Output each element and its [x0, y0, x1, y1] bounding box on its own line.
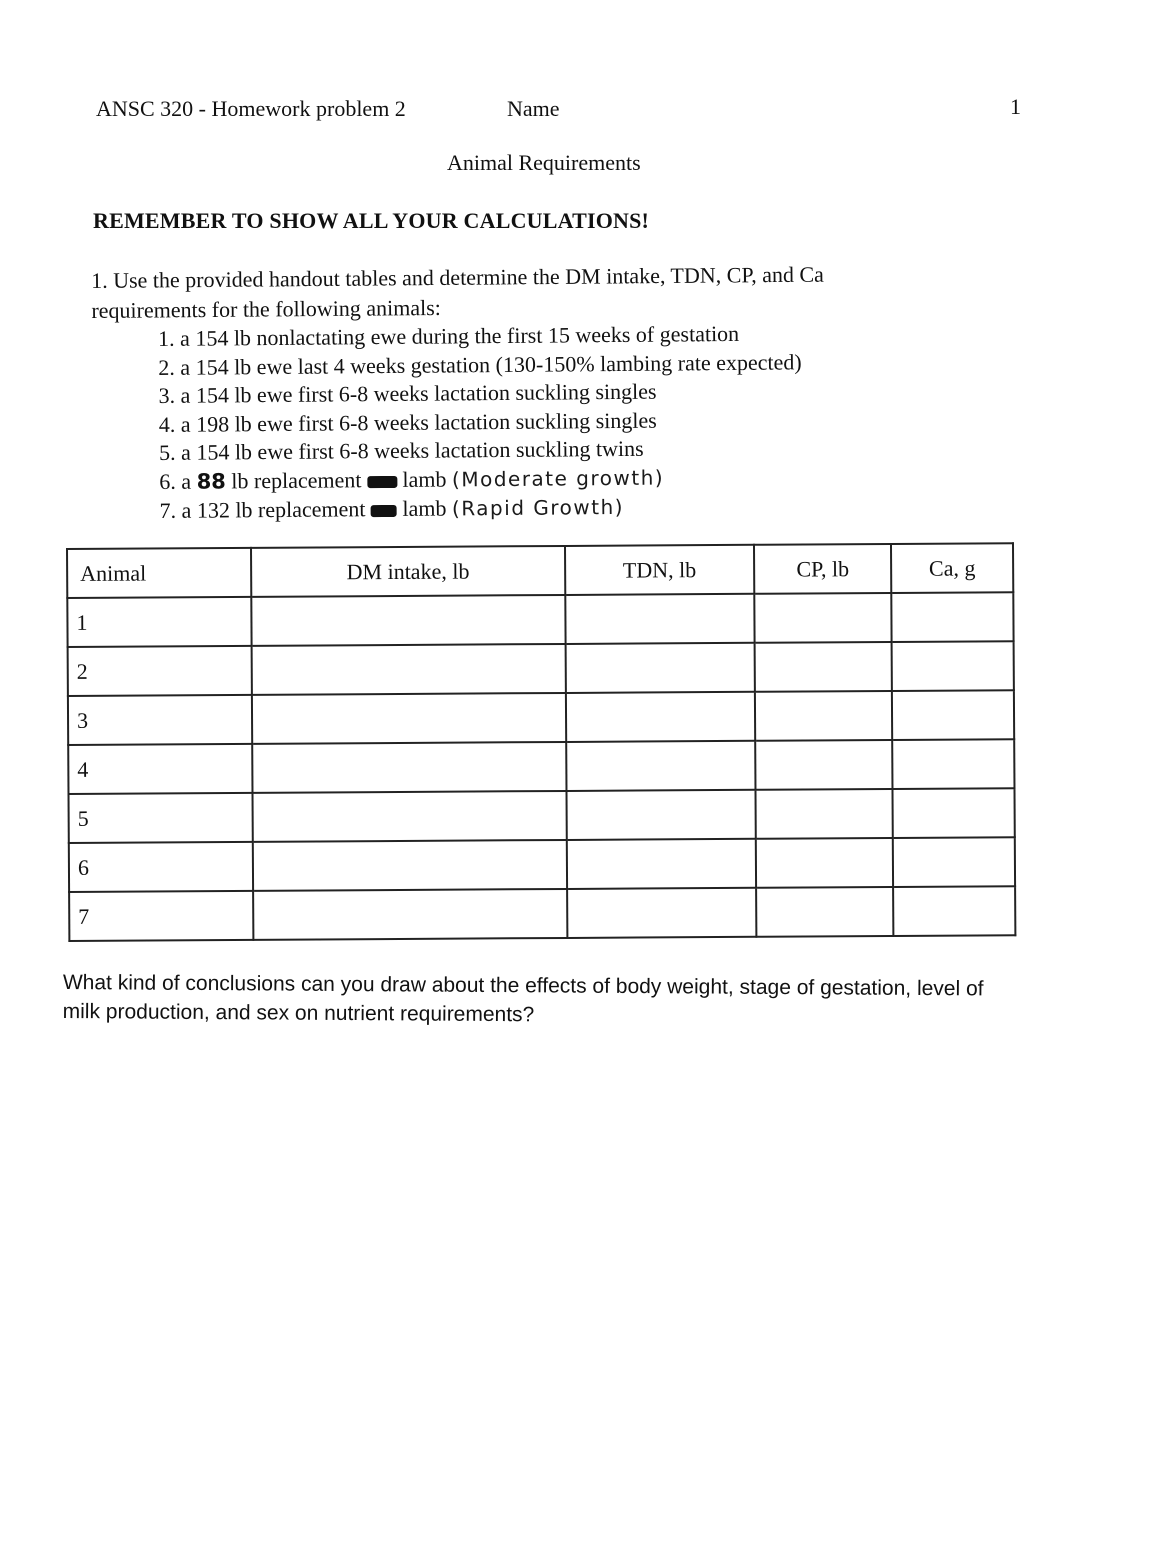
cp-cell[interactable] [755, 789, 892, 839]
ca-cell[interactable] [891, 592, 1013, 642]
animal-item-2: 2. a 154 lb ewe last 4 weeks gestation (130-150% lambing rate expected) [158, 348, 802, 380]
course-title: ANSC 320 - Homework problem 2 [96, 96, 406, 121]
redaction-mark [367, 476, 397, 488]
conclusion-question: What kind of conclusions can you draw about the effects of body weight, stage of gestation, level of milk production, and sex on nutrient requirements? [62, 970, 984, 1027]
animal-item-7-prefix: 7. a 132 lb replacement [159, 495, 366, 523]
ca-cell[interactable] [893, 837, 1015, 887]
dm-intake-cell[interactable] [252, 742, 566, 793]
row-number: 3 [68, 695, 252, 745]
animal-item-4: 4. a 198 lb ewe first 6-8 weeks lactation suckling singles [158, 407, 657, 437]
animal-item-7-suffix: lamb [402, 495, 447, 521]
animal-item-6-prefix: 6. a [159, 468, 192, 494]
dm-intake-cell[interactable] [251, 595, 565, 646]
header-ca: Ca, g [891, 543, 1013, 593]
animal-item-6-mid: lb replacement [231, 467, 362, 494]
animal-item-5: 5. a 154 lb ewe first 6-8 weeks lactation suckling twins [159, 436, 644, 466]
table-row [69, 788, 1015, 843]
ca-cell[interactable] [893, 788, 1015, 838]
dm-intake-cell[interactable] [252, 693, 566, 744]
header-animal: Animal [67, 548, 251, 598]
table-row [68, 739, 1014, 794]
cp-cell[interactable] [756, 838, 893, 888]
redaction-mark [371, 504, 397, 516]
reminder-note: REMEMBER TO SHOW ALL YOUR CALCULATIONS! [93, 208, 650, 233]
ca-cell[interactable] [892, 690, 1014, 740]
row-number: 6 [69, 842, 253, 892]
cp-cell[interactable] [755, 642, 892, 692]
handwritten-note-moderate: (Moderate growth) [451, 465, 665, 492]
question-intro: 1. Use the provided handout tables and determine the DM intake, TDN, CP, and Ca requirements for the following animals: [91, 261, 824, 323]
ca-cell[interactable] [893, 886, 1015, 936]
table-row [67, 592, 1013, 647]
requirements-table [66, 542, 1016, 942]
cp-cell[interactable] [755, 740, 892, 790]
table-row [69, 886, 1015, 941]
document-title: Animal Requirements [447, 150, 641, 175]
cp-cell[interactable] [756, 887, 893, 937]
handwritten-note-rapid: (Rapid Growth) [451, 494, 625, 521]
tdn-cell[interactable] [566, 790, 756, 840]
cp-cell[interactable] [755, 691, 892, 741]
table-row [68, 641, 1014, 696]
table-row [68, 690, 1014, 745]
animal-list [158, 319, 880, 525]
animal-item-1: 1. a 154 lb nonlactating ewe during the first 15 weeks of gestation [158, 320, 740, 351]
dm-intake-cell[interactable] [252, 644, 566, 695]
dm-intake-cell[interactable] [253, 840, 567, 891]
ca-cell[interactable] [892, 739, 1014, 789]
row-number: 2 [68, 646, 252, 696]
tdn-cell[interactable] [567, 888, 757, 938]
row-number: 5 [69, 793, 253, 843]
header-cp: CP, lb [754, 544, 891, 594]
dm-intake-cell[interactable] [252, 791, 566, 842]
handwritten-weight: 88 [196, 469, 226, 494]
table-row [69, 837, 1015, 892]
table-header-row [67, 543, 1013, 598]
header-dm-intake: DM intake, lb [251, 546, 565, 597]
animal-item-3: 3. a 154 lb ewe first 6-8 weeks lactation suckling singles [158, 378, 657, 409]
tdn-cell[interactable] [565, 643, 755, 693]
header-tdn: TDN, lb [565, 545, 755, 595]
page-number: 1 [1010, 94, 1021, 119]
tdn-cell[interactable] [566, 692, 756, 742]
cp-cell[interactable] [754, 593, 891, 643]
animal-item-7 [159, 490, 879, 525]
row-number: 7 [69, 891, 253, 941]
ca-cell[interactable] [892, 641, 1014, 691]
animal-item-6-suffix: lamb [402, 466, 447, 492]
tdn-cell[interactable] [566, 839, 756, 889]
tdn-cell[interactable] [566, 741, 756, 791]
row-number: 1 [67, 597, 251, 647]
tdn-cell[interactable] [565, 594, 755, 644]
name-label: Name [507, 96, 560, 121]
dm-intake-cell[interactable] [253, 889, 567, 940]
row-number: 4 [68, 744, 252, 794]
